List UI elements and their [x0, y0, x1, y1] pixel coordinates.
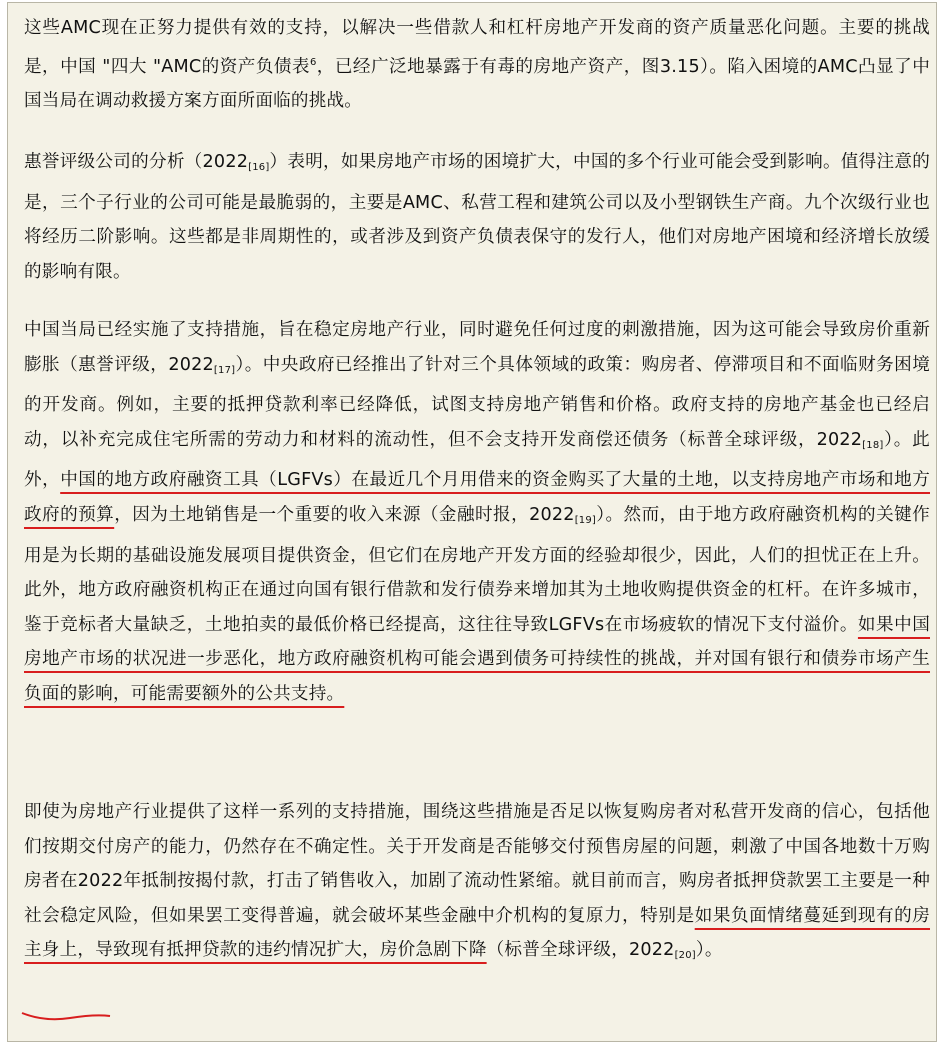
paragraph-mortgage-boycott — [24, 795, 930, 974]
footnote-ref: 6 — [309, 56, 317, 68]
citation-ref: [19] — [574, 514, 597, 526]
text-run: 中国当局已经实施了支持措施，旨在稳定房地产行业，同时避免任何过度的刺激措施，因为这可能会导致房价重新膨胀（惠誉评级，2022 — [24, 320, 930, 375]
text-run: 惠誉评级公司的分析（2022 — [24, 152, 249, 172]
text-run: ）。 — [695, 940, 723, 961]
text-run: ）。然而，由于地方政府融资机构的关键作用是为长期的基础设施发展项目提供资金，但它们在房地产开发方面的经验却很少，因此，人们的担忧正在上升。此外，地方政府融资机构正在通过向国有银行借款和发行债券来增加其为土地收购提供资金的杠杆。在许多城市，鉴于竞标者大量缺乏，土地拍卖的最低价格已经提高，这往往导致LGFVs在市场疲软的情况下支付溢价。 — [24, 504, 930, 635]
paragraph-fitch-analysis — [24, 145, 930, 289]
text-run: ，已经广泛地暴露于有毒的房地产资产，图3.15）。陷入困境的AMC凸显了中国当局在调动救援方案方面所面临的挑战。 — [24, 56, 931, 112]
paragraph-amc-support — [24, 11, 930, 119]
text-run: 即使为房地产行业提供了这样一系列的支持措施，围绕这些措施是否足以恢复购房者对私营开发商的信心，包括他们按期交付房产的能力，仍然存在不确定性。关于开发商是否能够交付预售房屋的问题，刺激了中国各地数十万购房者在2022年抵制按揭付款，打击了销售收入，加剧了流动性紧缩。就目前而言，购房者抵押贷款罢工主要是一种社会稳定风险，但如果罢工变得普遍，就会破坏某些金融中介机构的复原力，特别是 — [24, 802, 930, 926]
citation-ref: [18] — [862, 439, 884, 451]
text-run: （标普全球评级，2022 — [486, 940, 675, 961]
text-run: ）表明，如果房地产市场的困境扩大，中国的多个行业可能会受到影响。值得注意的是，三个子行业的公司可能是最脆弱的，主要是AMC、私营工程和建筑公司以及小型钢铁生产商。九个次级行业也将经历二阶影响。这些都是非周期性的，或者涉及到资产负债表保守的发行人，他们对房地产困境和经济增长放缓的影响有限。 — [24, 152, 930, 282]
text-run: ）。此外， — [24, 429, 930, 491]
document-text-panel — [7, 2, 937, 1042]
text-run: ）。中央政府已经推出了针对三个具体领域的政策：购房者、停滞项目和不面临财务困境的开发商。例如，主要的抵押贷款利率已经降低，试图支持房地产销售和价格。政府支持的房地产基金也已经启动，以补充完成住宅所需的劳动力和材料的流动性，但不会支持开发商偿还债务（标普全球评级，2022 — [24, 354, 930, 450]
citation-ref: [20] — [674, 950, 696, 962]
text-run: 这些AMC现在正努力提供有效的支持，以解决一些借款人和杠杆房地产开发商的资产质量恶化问题。主要的挑战是，中国 "四大 "AMC的资产负债表 — [24, 18, 930, 77]
highlighted-text: 如果中国房地产市场的状况进一步恶化，地方政府融资机构可能会遇到债务可持续性的挑战，并对国有银行和债券市场产生负面的影响，可能需要额外的公共支持。 — [24, 614, 930, 704]
paragraph-support-measures — [24, 313, 930, 712]
highlighted-text: 如果负面情绪蔓延到现有的房主身上，导致现有抵押贷款的违约情况扩大，房价急剧下降 — [24, 905, 930, 961]
citation-ref: [17] — [213, 364, 236, 376]
citation-ref: [16] — [248, 162, 270, 173]
text-run: ，因为土地销售是一个重要的收入来源（金融时报，2022 — [114, 504, 575, 525]
highlighted-text: 中国的地方政府融资工具（LGFVs）在最近几个月用借来的资金购买了大量的土地，以支持房地产市场和地方政府的预算 — [24, 470, 930, 525]
